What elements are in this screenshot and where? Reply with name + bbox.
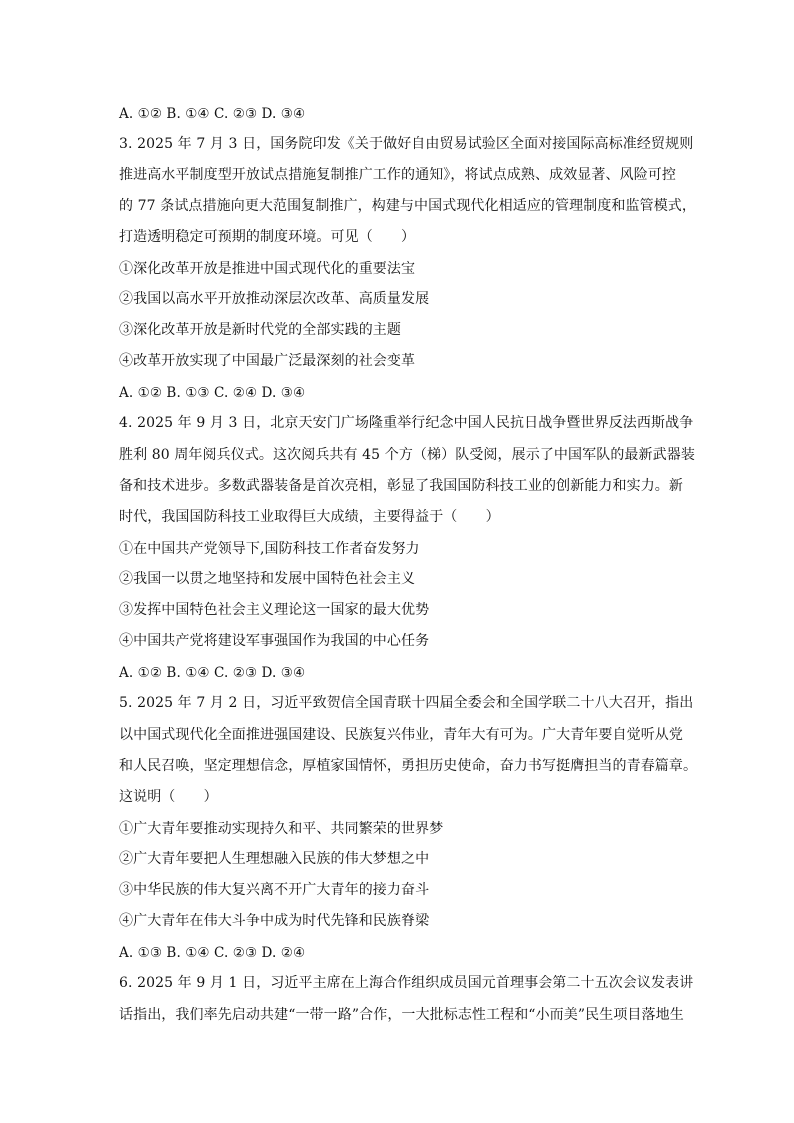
q3-statement-1: ①深化改革开放是推进中国式现代化的重要法宝 — [119, 261, 416, 277]
q3-statement-3: ③深化改革开放是新时代党的全部实践的主题 — [119, 322, 401, 338]
q5-statement-3: ③中华民族的伟大复兴离不开广大青年的接力奋斗 — [119, 882, 430, 898]
q3-stem-line-1: 3. 2025 年 7 月 3 日，国务院印发《关于做好自由贸易试验区全面对接国际高标准经贸规则 — [119, 136, 694, 152]
q4-answer-options: A. ①② B. ①④ C. ②③ D. ③④ — [119, 665, 306, 681]
q5-answer-options: A. ①③ B. ①④ C. ②③ D. ②④ — [119, 945, 306, 961]
q3-answer-options: A. ①② B. ①③ C. ②④ D. ③④ — [119, 385, 306, 401]
q5-stem-line-3: 和人民召唤，坚定理想信念，厚植家国情怀，勇担历史使命，奋力书写挺膺担当的青春篇章。 — [119, 758, 698, 774]
q4-statement-4: ④中国共产党将建设军事强国作为我国的中心任务 — [119, 633, 430, 649]
q4-stem-line-3: 备和技术进步。多数武器装备是首次亮相，彰显了我国国防科技工业的创新能力和实力。新 — [119, 478, 683, 494]
q5-stem-line-1: 5. 2025 年 7 月 2 日，习近平致贺信全国青联十四届全委会和全国学联二十八大召开，指出 — [119, 695, 694, 711]
q3-stem-line-4: 打造透明稳定可预期的制度环境。可见（ ） — [119, 229, 416, 245]
q6-stem-line-2: 话指出，我们率先启动共建“一带一路”合作，一大批标志性工程和“小而美”民生项目落地生 — [119, 1007, 684, 1023]
q3-statement-4: ④改革开放实现了中国最广泛最深刻的社会变革 — [119, 353, 416, 369]
q3-stem-line-3: 的 77 条试点措施向更大范围复制推广，构建与中国式现代化相适应的管理制度和监管模式， — [119, 198, 697, 214]
q5-stem-line-4: 这说明（ ） — [119, 789, 218, 805]
q5-statement-2: ②广大青年要把人生理想融入民族的伟大梦想之中 — [119, 851, 430, 867]
q5-statement-4: ④广大青年在伟大斗争中成为时代先锋和民族脊梁 — [119, 913, 430, 929]
q6-stem-line-1: 6. 2025 年 9 月 1 日，习近平主席在上海合作组织成员国元首理事会第二十五次会议发表讲 — [119, 975, 694, 991]
q4-statement-2: ②我国一以贯之地坚持和发展中国特色社会主义 — [119, 571, 416, 587]
q3-statement-2: ②我国以高水平开放推动深层次改革、高质量发展 — [119, 291, 430, 307]
q5-stem-line-2: 以中国式现代化全面推进强国建设、民族复兴伟业，青年大有可为。广大青年要自觉听从党 — [119, 727, 683, 743]
q4-stem-line-1: 4. 2025 年 9 月 3 日，北京天安门广场隆重举行纪念中国人民抗日战争暨世界反法西斯战争 — [119, 415, 694, 431]
q2-answer-options: A. ①② B. ①④ C. ②③ D. ③④ — [119, 106, 306, 122]
q5-statement-1: ①广大青年要推动实现持久和平、共同繁荣的世界梦 — [119, 821, 444, 837]
q4-statement-1: ①在中国共产党领导下,国防科技工作者奋发努力 — [119, 541, 420, 557]
q4-stem-line-4: 时代，我国国防科技工业取得巨大成绩，主要得益于（ ） — [119, 509, 500, 525]
q4-stem-line-2: 胜利 80 周年阅兵仪式。这次阅兵共有 45 个方（梯）队受阅，展示了中国军队的最新武器装 — [119, 447, 695, 463]
q3-stem-line-2: 推进高水平制度型开放试点措施复制推广工作的通知》，将试点成熟、成效显著、风险可控 — [119, 167, 676, 183]
q4-statement-3: ③发挥中国特色社会主义理论这一国家的最大优势 — [119, 602, 430, 618]
